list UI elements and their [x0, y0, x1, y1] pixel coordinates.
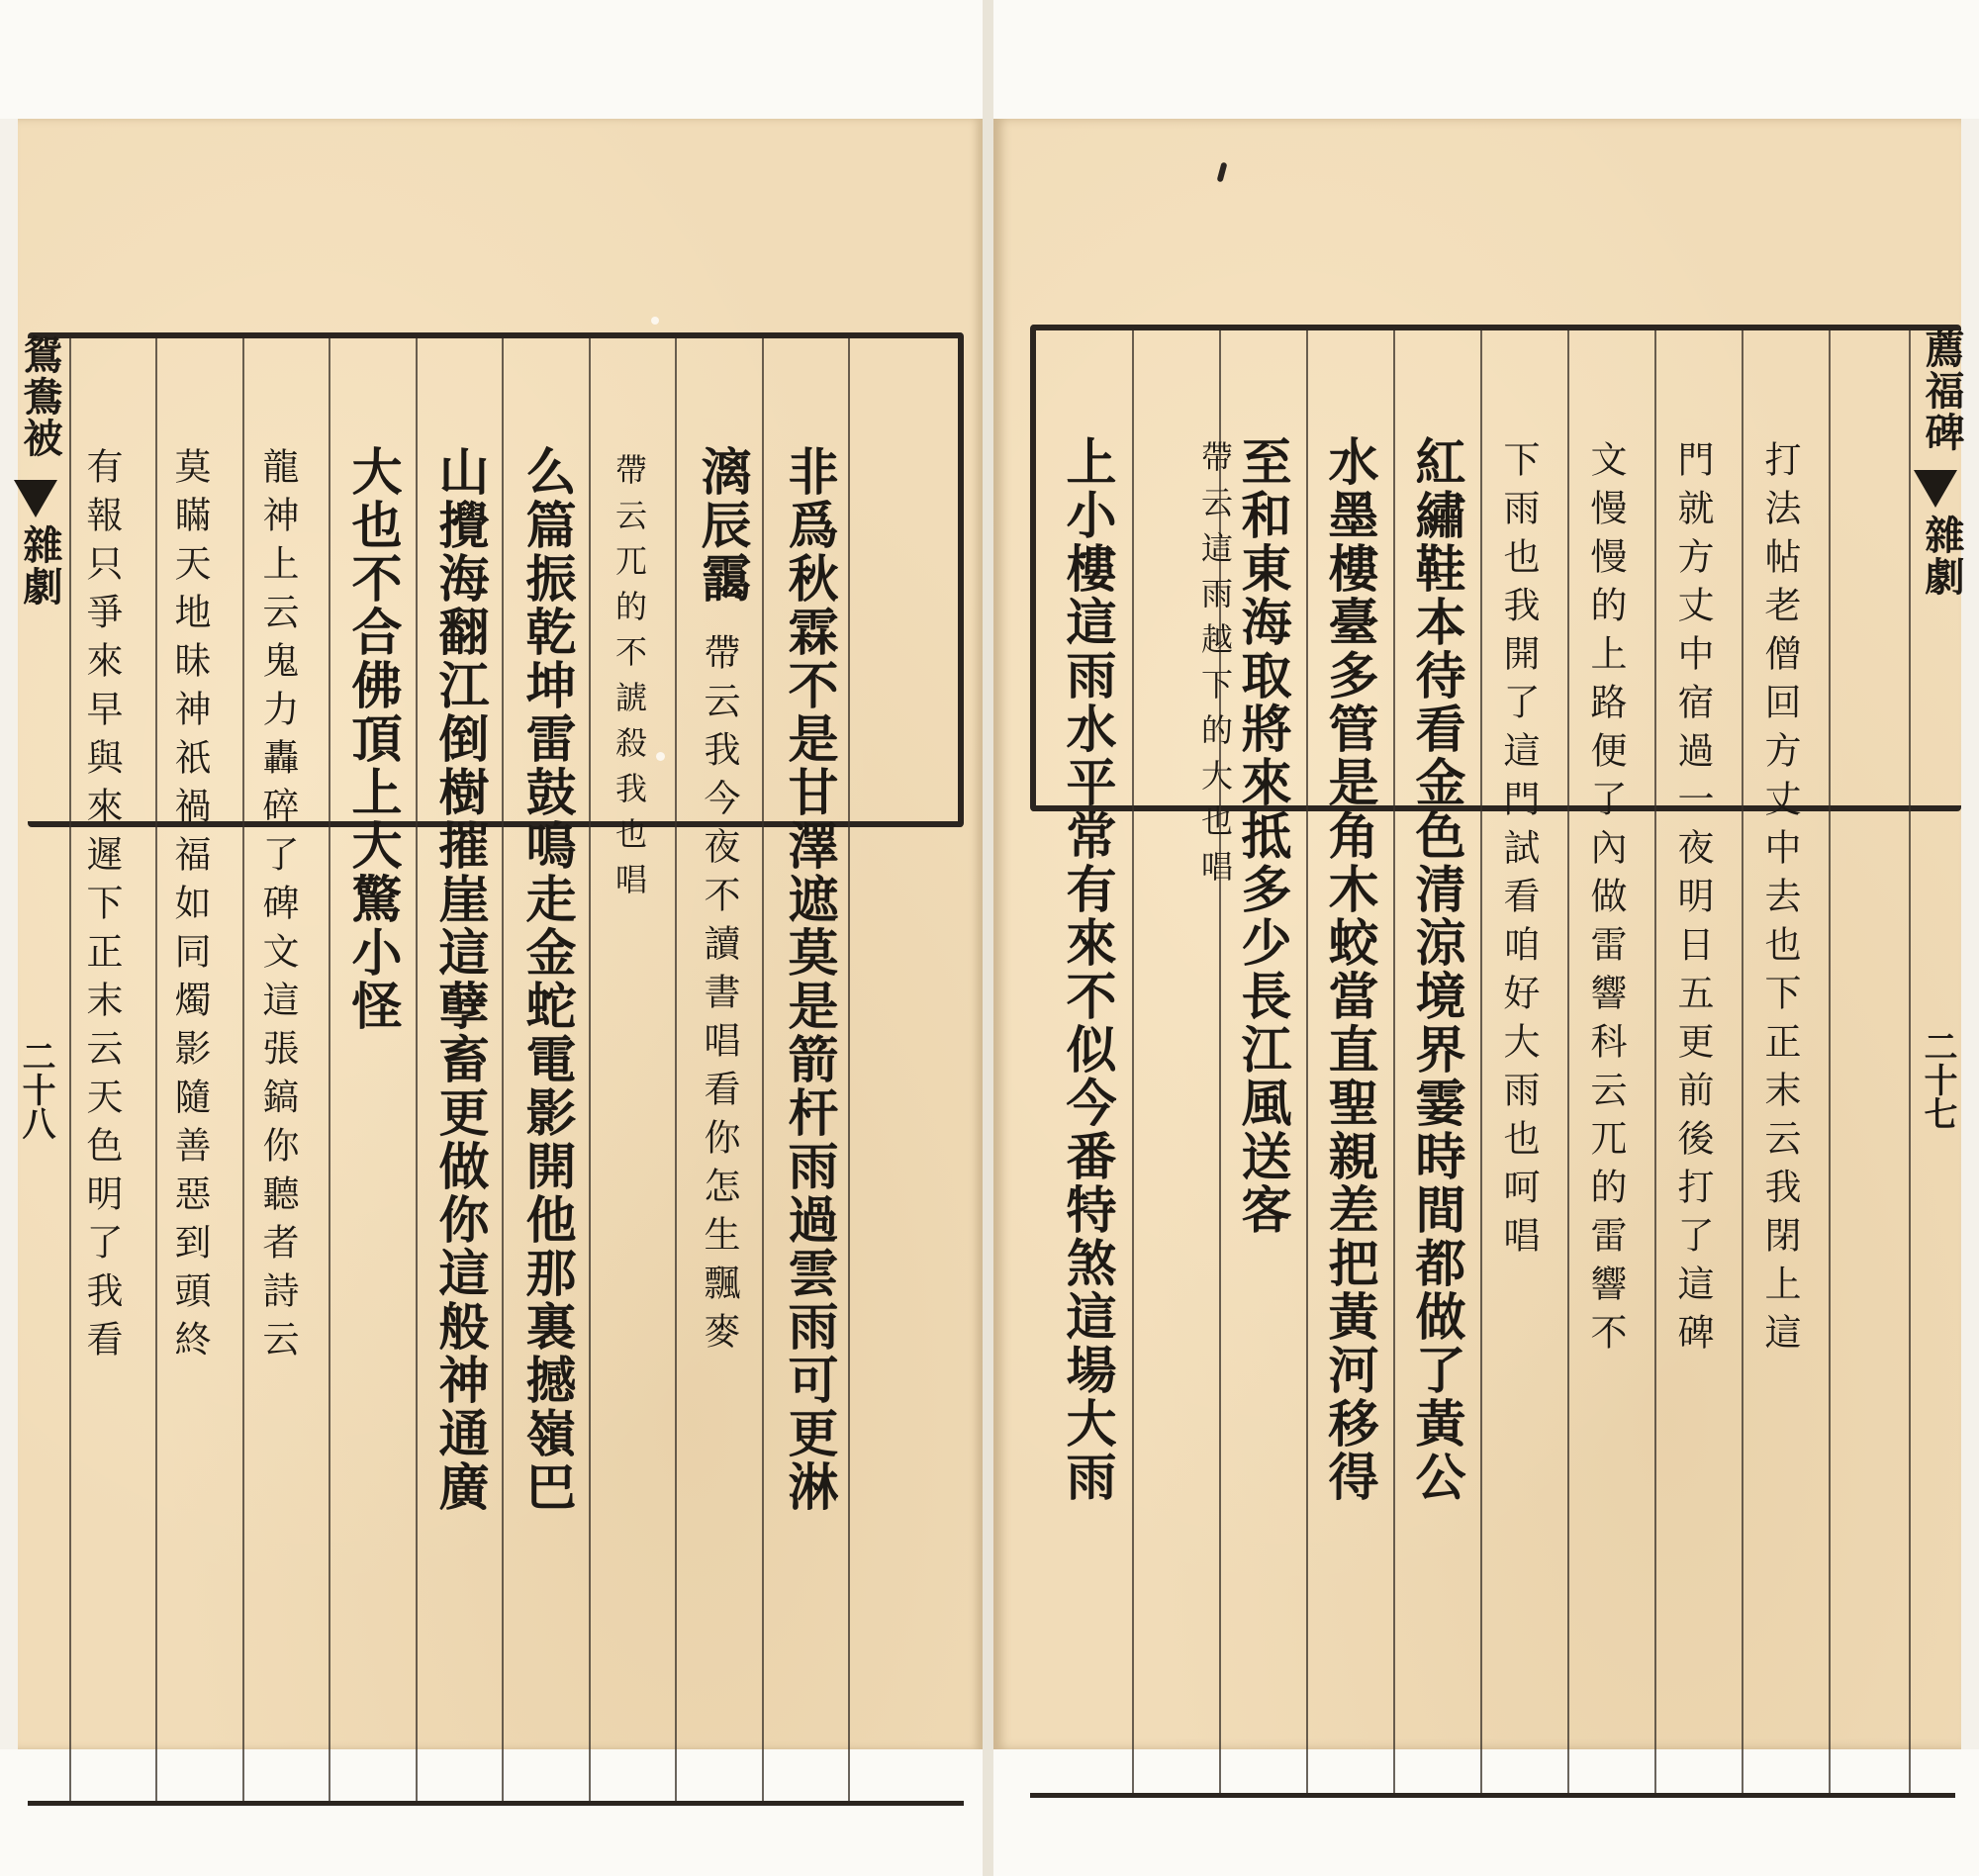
text-column: 帶云我今夜不讀書唱看你怎生飄麥 — [698, 633, 740, 1360]
right-section-title: 雜劇 — [1919, 515, 1965, 598]
column-rule — [1909, 330, 1911, 1795]
left-folio: 二十八 — [16, 1039, 55, 1140]
right-page — [993, 119, 1965, 1749]
right-running-title: 薦福碑 — [1919, 328, 1965, 453]
column-rule — [848, 338, 850, 1803]
text-column: 帶云這雨越下的大也唱 — [1196, 440, 1234, 895]
text-column: 打法帖老僧回方丈中去也下正末云我閉上這 — [1758, 440, 1801, 1361]
left-section-title: 雜劇 — [17, 524, 63, 608]
text-column: 水墨樓臺多管是角木蛟當直聖親差把黃河移得 — [1319, 435, 1378, 1504]
right-folio: 二十七 — [1918, 1029, 1957, 1130]
column-rule — [69, 338, 71, 1803]
book-gutter — [983, 0, 993, 1876]
right-page-frame — [1030, 325, 1961, 811]
column-rule — [1480, 330, 1482, 1795]
left-running-title: 鴛鴦被 — [17, 334, 63, 459]
column-rule — [502, 338, 504, 1803]
paper-spot — [651, 317, 659, 325]
text-column: 門就方丈中宿過一夜明日五更前後打了這碑 — [1671, 440, 1714, 1361]
text-column: 么篇振乾坤雷鼓鳴走金蛇電影開他那裏撼嶺巴 — [517, 445, 576, 1514]
column-rule — [1393, 330, 1395, 1795]
text-column: 文慢慢的上路便了內做雷響科云兀的雷響不 — [1584, 440, 1627, 1361]
text-column: 至和東海取將來抵多少長江風送客 — [1232, 435, 1291, 1237]
bottom-rule — [1030, 1793, 1955, 1798]
column-rule — [1829, 330, 1831, 1795]
text-column: 紅繡鞋本待看金色清涼境界霎時間都做了黃公 — [1406, 435, 1465, 1504]
column-rule — [675, 338, 677, 1803]
fish-tail-mark — [1914, 470, 1957, 508]
text-column: 漓辰靄 — [692, 445, 751, 606]
column-rule — [242, 338, 244, 1803]
column-rule — [1567, 330, 1569, 1795]
text-column: 有報只爭來早與來遲下正末云天色明了我看 — [80, 447, 123, 1368]
text-column: 山攪海翻江倒樹摧崖這孽畜更做你這般神通廣 — [429, 445, 489, 1514]
text-column: 莫瞞天地昧神祇禍福如同燭影隨善惡到頭終 — [168, 447, 211, 1368]
column-rule — [1306, 330, 1308, 1795]
column-rule — [155, 338, 157, 1803]
column-rule — [329, 338, 330, 1803]
text-column: 大也不合佛頂上大驚小怪 — [342, 445, 402, 1033]
column-rule — [1742, 330, 1743, 1795]
left-page — [18, 119, 983, 1749]
column-rule — [762, 338, 764, 1803]
column-rule — [1132, 330, 1134, 1795]
column-rule — [1654, 330, 1656, 1795]
bottom-rule — [28, 1801, 964, 1806]
column-rule — [416, 338, 418, 1803]
text-column: 下雨也我開了這門試看咱好大雨也呵唱 — [1497, 440, 1540, 1265]
column-rule — [589, 338, 591, 1803]
text-column: 非爲秋霖不是甘澤遮莫是箭杆雨過雲雨可更淋 — [779, 445, 838, 1514]
ink-mark — [1217, 162, 1228, 183]
text-column: 龍神上云鬼力轟碎了碑文這張鎬你聽者詩云 — [256, 447, 299, 1368]
text-column: 上小樓這雨水平常有來不似今番特煞這場大雨 — [1057, 435, 1116, 1504]
fish-tail-mark — [14, 480, 57, 517]
text-column: 帶云兀的不諕殺我也唱 — [611, 453, 648, 908]
